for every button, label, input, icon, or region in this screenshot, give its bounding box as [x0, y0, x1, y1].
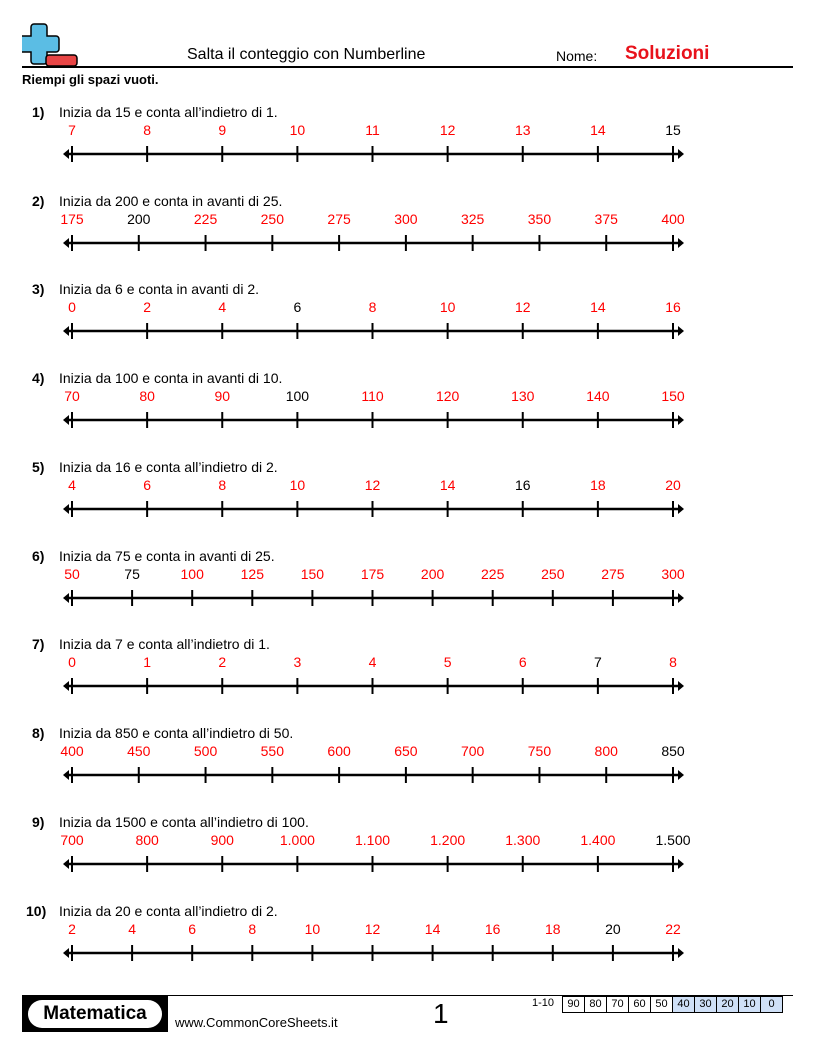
problem-prompt: Inizia da 7 e conta all’indietro di 1.	[59, 636, 270, 652]
score-cell: 40	[673, 996, 695, 1013]
problem-number: 4)	[32, 370, 45, 386]
header-divider	[22, 66, 793, 68]
arrow-right-icon	[678, 681, 684, 691]
arrow-left-icon	[63, 149, 69, 159]
arrow-right-icon	[678, 859, 684, 869]
problem-number: 9)	[32, 814, 45, 830]
answer-value: 225	[193, 211, 218, 227]
answer-value: 11	[365, 122, 380, 138]
answer-value: 250	[541, 566, 565, 582]
answer-value: 800	[135, 832, 159, 848]
answer-value: 1.200	[430, 832, 466, 848]
site-url: www.CommonCoreSheets.it	[175, 1015, 338, 1030]
answer-value: 600	[327, 743, 351, 759]
problem-number: 6)	[32, 548, 45, 564]
problem-prompt: Inizia da 6 e conta in avanti di 2.	[59, 281, 260, 297]
plus-minus-logo-icon	[22, 22, 80, 68]
answer-value: 16	[484, 921, 501, 937]
problem-8	[0, 725, 816, 814]
problem-prompt: Inizia da 850 e conta all’indietro di 50.	[59, 725, 294, 741]
problem-6	[0, 548, 816, 637]
answer-value: 1.400	[580, 832, 616, 848]
number-line	[0, 493, 816, 519]
answer-value: 14	[590, 122, 606, 138]
problem-2	[0, 193, 816, 282]
answer-value: 18	[590, 477, 606, 493]
answer-value: 12	[439, 122, 456, 138]
answer-value: 225	[481, 566, 505, 582]
answer-value: 325	[460, 211, 485, 227]
page-number: 1	[433, 998, 449, 1029]
answer-value: 700	[60, 832, 84, 848]
number-line	[0, 404, 816, 430]
answer-value: 300	[394, 211, 418, 227]
answer-value: 14	[424, 921, 441, 937]
answer-value: 150	[300, 566, 325, 582]
answer-value: 18	[545, 921, 561, 937]
answer-value: 700	[460, 743, 485, 759]
answer-value: 8	[368, 299, 377, 315]
problem-number: 7)	[32, 636, 45, 652]
answer-value: 100	[180, 566, 204, 582]
problem-9	[0, 814, 816, 903]
score-cell: 80	[585, 996, 607, 1013]
answer-value: 22	[665, 921, 681, 937]
score-cell: 70	[607, 996, 629, 1013]
answer-value: 140	[586, 388, 610, 404]
number-line	[0, 315, 816, 341]
answer-value: 450	[127, 743, 151, 759]
arrow-left-icon	[63, 770, 69, 780]
score-cell: 20	[717, 996, 739, 1013]
answer-value: 8	[218, 477, 227, 493]
answer-value: 4	[368, 654, 377, 670]
problem-5	[0, 459, 816, 548]
instructions: Riempi gli spazi vuoti.	[22, 72, 159, 87]
number-line	[0, 227, 816, 253]
problem-number: 1)	[32, 104, 45, 120]
answer-value: 750	[527, 743, 552, 759]
answer-value: 275	[601, 566, 625, 582]
answer-value: 400	[661, 211, 685, 227]
problem-number: 5)	[32, 459, 45, 475]
problem-number: 3)	[32, 281, 45, 297]
answer-value: 3	[293, 654, 302, 670]
score-cell: 0	[761, 996, 783, 1013]
answer-value: 1	[143, 654, 152, 670]
answer-value: 120	[435, 388, 460, 404]
answer-value: 110	[361, 388, 384, 404]
answer-value: 14	[590, 299, 606, 315]
answer-value: 6	[188, 921, 197, 937]
answer-value: 12	[364, 921, 381, 937]
problem-prompt: Inizia da 75 e conta in avanti di 25.	[59, 548, 275, 564]
arrow-right-icon	[678, 415, 684, 425]
answer-value: 250	[260, 211, 285, 227]
answer-value: 1.100	[354, 832, 391, 848]
given-value: 850	[661, 743, 685, 759]
answer-value: 0	[68, 654, 76, 670]
answer-value: 14	[439, 477, 456, 493]
answer-value: 8	[669, 654, 677, 670]
problem-number: 2)	[32, 193, 45, 209]
score-cells	[562, 996, 783, 1013]
arrow-left-icon	[63, 326, 69, 336]
problem-number: 8)	[32, 725, 45, 741]
given-value: 16	[514, 477, 531, 493]
answer-value: 4	[218, 299, 227, 315]
number-line	[0, 848, 816, 874]
answer-value: 150	[661, 388, 685, 404]
arrow-right-icon	[678, 948, 684, 958]
answer-value: 275	[327, 211, 351, 227]
answer-value: 5	[443, 654, 452, 670]
answer-value: 10	[439, 299, 456, 315]
answer-value: 12	[514, 299, 531, 315]
score-cell: 30	[695, 996, 717, 1013]
problem-prompt: Inizia da 200 e conta in avanti di 25.	[59, 193, 283, 209]
answer-value: 1.000	[279, 832, 315, 848]
answer-value: 70	[64, 388, 80, 404]
number-line	[0, 759, 816, 785]
problem-prompt: Inizia da 15 e conta all’indietro di 1.	[59, 104, 278, 120]
answer-value: 4	[128, 921, 136, 937]
answer-value: 650	[394, 743, 418, 759]
arrow-left-icon	[63, 948, 69, 958]
answer-value: 6	[143, 477, 152, 493]
answer-value: 350	[527, 211, 552, 227]
answer-value: 4	[68, 477, 76, 493]
answer-value: 400	[60, 743, 84, 759]
answer-value: 800	[594, 743, 618, 759]
answer-value: 10	[304, 921, 321, 937]
score-table	[532, 996, 783, 1013]
answer-value: 300	[661, 566, 685, 582]
problem-4	[0, 370, 816, 459]
arrow-right-icon	[678, 504, 684, 514]
answer-value: 90	[214, 388, 231, 404]
answer-value: 16	[665, 299, 681, 315]
arrow-right-icon	[678, 593, 684, 603]
answer-value: 50	[64, 566, 80, 582]
answer-value: 2	[218, 654, 227, 670]
answer-value: 0	[68, 299, 76, 315]
arrow-left-icon	[63, 859, 69, 869]
number-line	[0, 138, 816, 164]
answer-value: 10	[289, 122, 306, 138]
answer-value: 8	[143, 122, 152, 138]
answer-value: 125	[240, 566, 264, 582]
score-range: 1-10	[532, 997, 555, 1009]
score-cell: 60	[629, 996, 651, 1013]
answer-value: 13	[514, 122, 531, 138]
answer-value: 12	[364, 477, 381, 493]
problem-number: 10)	[26, 903, 47, 919]
problem-prompt: Inizia da 16 e conta all’indietro di 2.	[59, 459, 278, 475]
problem-1	[0, 104, 816, 193]
number-line	[0, 937, 816, 963]
arrow-right-icon	[678, 770, 684, 780]
answer-value: 175	[60, 211, 84, 227]
given-value: 1.500	[655, 832, 691, 848]
score-cell: 10	[739, 996, 761, 1013]
arrow-left-icon	[63, 593, 69, 603]
answer-value: 8	[248, 921, 257, 937]
arrow-left-icon	[63, 415, 69, 425]
problem-10	[0, 903, 816, 992]
answer-value: 2	[143, 299, 152, 315]
given-value: 20	[605, 921, 621, 937]
answer-value: 900	[210, 832, 234, 848]
given-value: 75	[124, 566, 140, 582]
answer-value: 10	[289, 477, 306, 493]
problem-7	[0, 636, 816, 725]
answer-value: 7	[68, 122, 76, 138]
answer-value: 9	[218, 122, 227, 138]
number-line	[0, 670, 816, 696]
answer-value: 375	[594, 211, 618, 227]
brand-label: Matematica	[28, 1000, 162, 1028]
brand-badge	[22, 996, 168, 1032]
problem-prompt: Inizia da 1500 e conta all’indietro di 100.	[59, 814, 309, 830]
arrow-right-icon	[678, 149, 684, 159]
name-value: Soluzioni	[625, 43, 710, 64]
problem-prompt: Inizia da 100 e conta in avanti di 10.	[59, 370, 283, 386]
problem-prompt: Inizia da 20 e conta all’indietro di 2.	[59, 903, 278, 919]
arrow-left-icon	[63, 504, 69, 514]
given-value: 7	[593, 654, 602, 670]
answer-value: 6	[518, 654, 527, 670]
number-line	[0, 582, 816, 608]
worksheet-title: Salta il conteggio con Numberline	[187, 46, 426, 63]
answer-value: 20	[665, 477, 681, 493]
arrow-left-icon	[63, 681, 69, 691]
arrow-right-icon	[678, 326, 684, 336]
score-cell: 50	[651, 996, 673, 1013]
given-value: 100	[285, 388, 310, 404]
answer-value: 550	[260, 743, 285, 759]
answer-value: 1.300	[505, 832, 541, 848]
answer-value: 175	[360, 566, 385, 582]
answer-value: 200	[420, 566, 445, 582]
answer-value: 130	[511, 388, 535, 404]
answer-value: 500	[193, 743, 218, 759]
answer-value: 2	[68, 921, 76, 937]
problem-3	[0, 281, 816, 370]
given-value: 6	[293, 299, 302, 315]
answer-value: 80	[139, 388, 155, 404]
name-label: Nome:	[556, 48, 598, 64]
arrow-right-icon	[678, 238, 684, 248]
arrow-left-icon	[63, 238, 69, 248]
given-value: 15	[665, 122, 681, 138]
score-cell: 90	[562, 996, 585, 1013]
given-value: 200	[127, 211, 151, 227]
